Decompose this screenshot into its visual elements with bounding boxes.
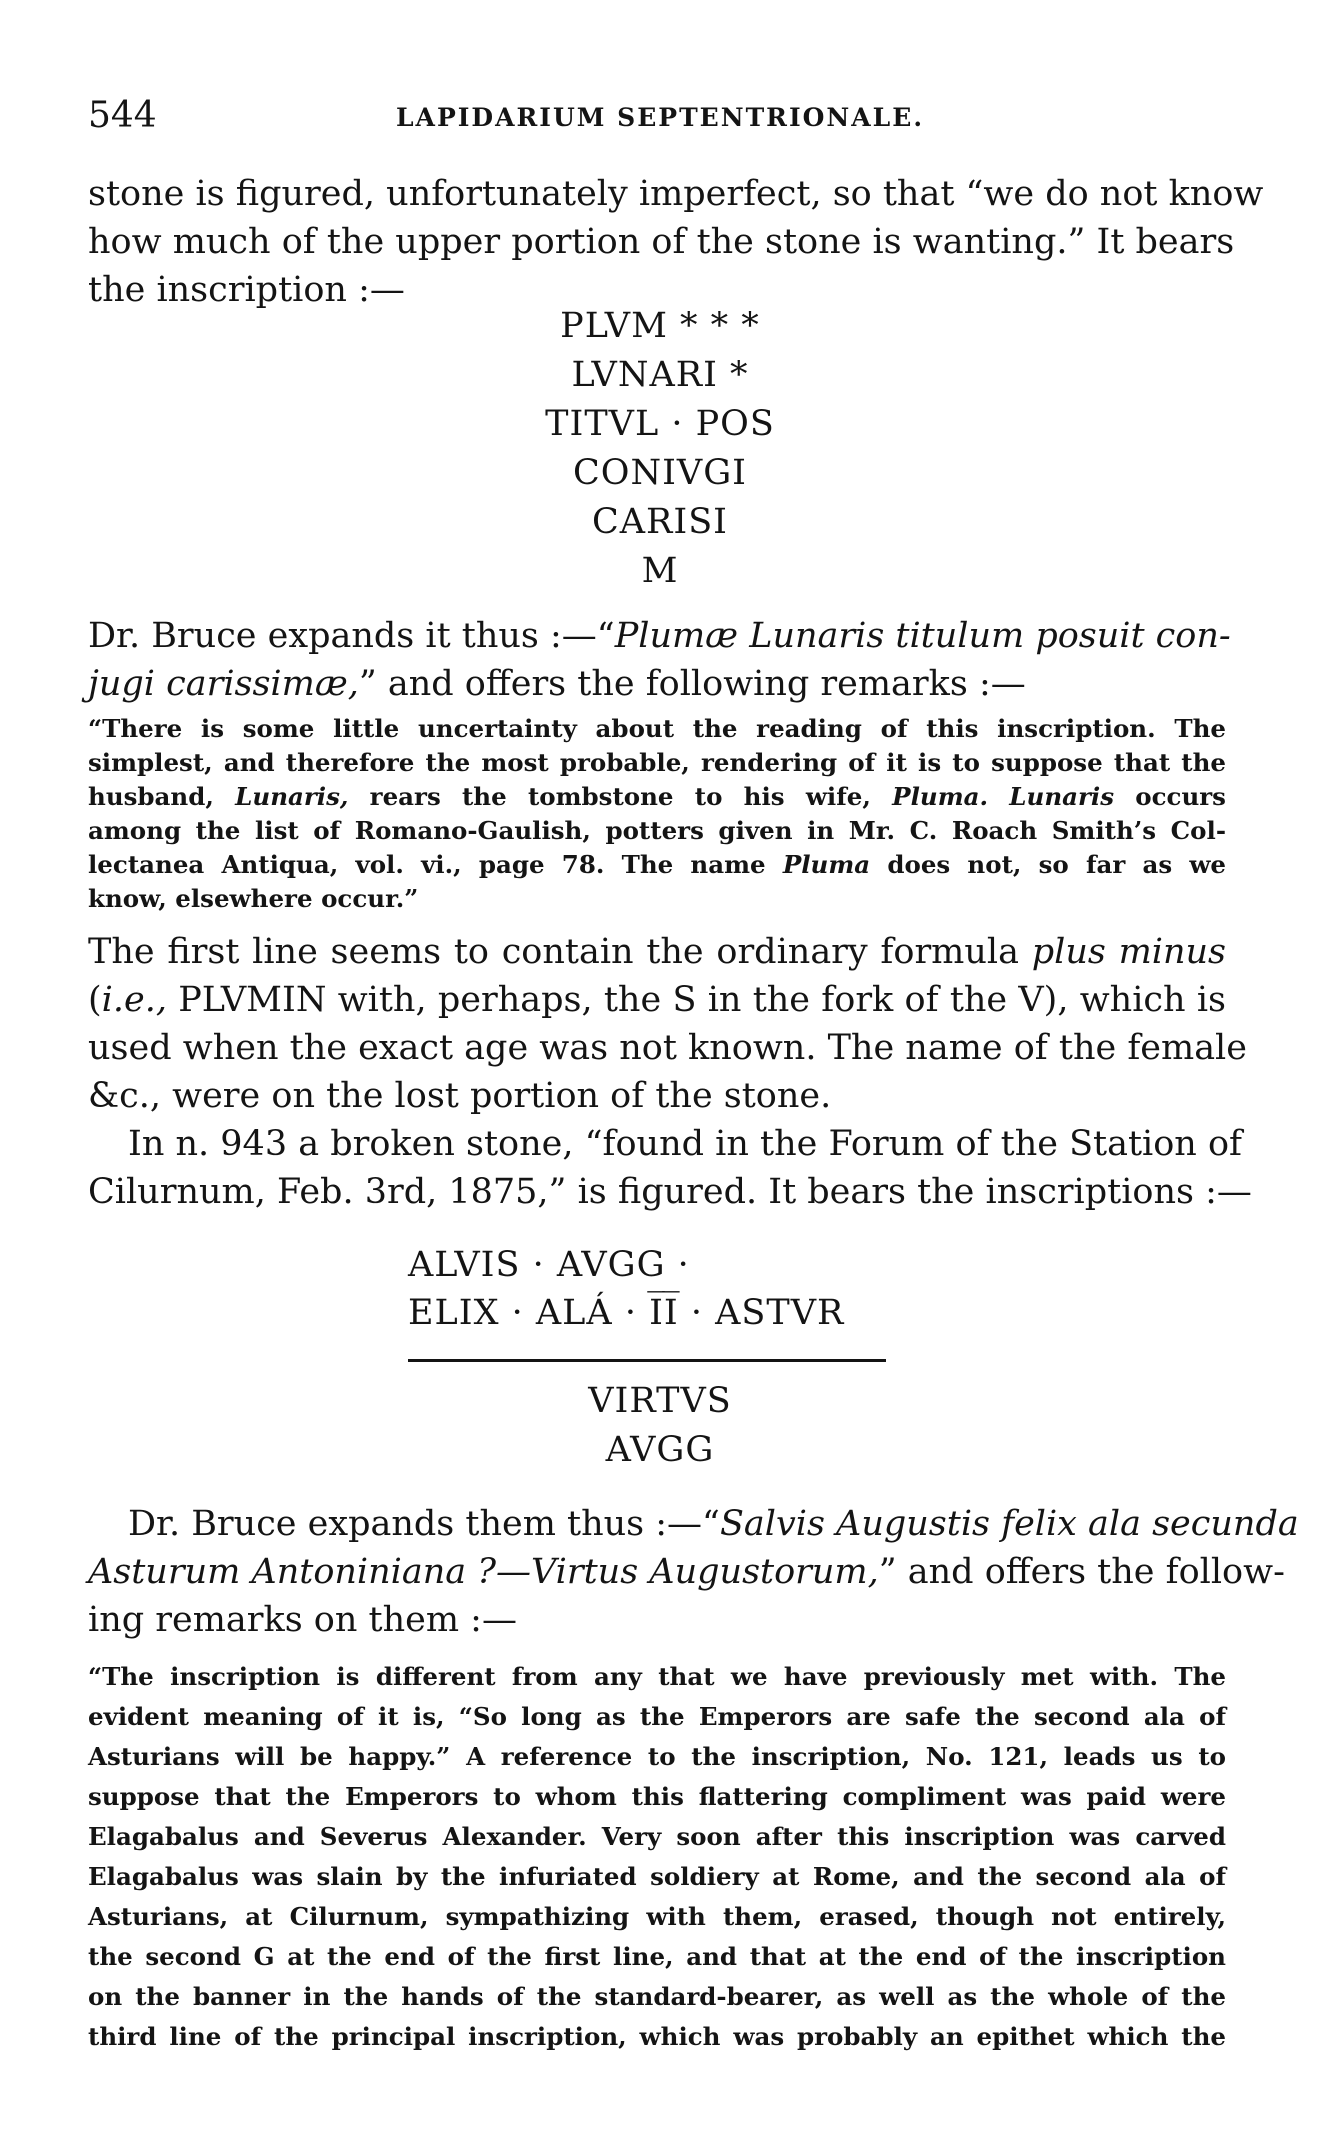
paragraph-line: stone is figured, unfortunately imperfect, so that “we do not know (88, 174, 1264, 214)
text-run: occurs (1135, 782, 1226, 811)
text-run: The first line seems to contain the ordinary formula (88, 932, 1019, 972)
paragraph-line (88, 1550, 1285, 1594)
text-run: ” and offers the follow- (878, 1552, 1285, 1592)
italic-run: Pluma. (892, 782, 989, 811)
italic-run: Lunaris, (235, 782, 349, 811)
quote-line (88, 780, 1226, 814)
quote-line: Asturians, at Cilurnum, sympathizing with them, erased, though not entirely, (88, 1902, 1226, 1931)
quote-line: know, elsewhere occur.” (88, 884, 419, 913)
text-run: lectanea Antiqua, vol. vi., page 78. The name (88, 850, 766, 879)
paragraph-line: In n. 943 a broken stone, “found in the Forum of the Station of (128, 1124, 1243, 1164)
paragraph-line: the inscription :— (88, 270, 405, 310)
inscription-line: ALVIS · AVGG · (408, 1245, 690, 1285)
italic-run: Pluma (782, 850, 871, 879)
text-run: Dr. Bruce expands it thus :—“ (88, 616, 615, 656)
quote-line (88, 848, 1226, 882)
inscription-line: CONIVGI (573, 453, 747, 493)
text-run: Dr. Bruce expands them thus :—“ (128, 1504, 720, 1544)
paragraph-line (88, 614, 1231, 658)
inscription-line: ELIX · ALÁ · I̅I̅ · ASTVR (408, 1293, 845, 1333)
inscription-line: TITVL · POS (545, 404, 775, 444)
running-title: LAPIDARIUM SEPTENTRIONALE. (395, 103, 925, 132)
quote-line: suppose that the Emperors to whom this flattering compliment was paid were (88, 1782, 1226, 1811)
italic-run: Lunaris (1009, 782, 1115, 811)
paragraph-line (88, 662, 1226, 706)
inscription-line: AVGG (605, 1430, 715, 1470)
italic-run: Plumæ Lunaris titulum posuit con- (614, 616, 1231, 656)
quote-line: on the banner in the hands of the standard-bearer, as well as the whole of the (88, 1982, 1226, 2011)
inscription-line: PLVM * * * (560, 306, 760, 346)
text-run: ( (88, 980, 102, 1020)
quote-line: Elagabalus was slain by the infuriated soldiery at Rome, and the second ala of (88, 1862, 1226, 1891)
italic-run: i.e., (101, 980, 167, 1020)
quote-line: among the list of Romano-Gaulish, potters given in Mr. C. Roach Smith’s Col- (88, 816, 1226, 845)
inscription-line: CARISI (591, 502, 729, 542)
inscription-line: M (641, 551, 679, 591)
quote-line: third line of the principal inscription, which was probably an epithet which the (88, 2022, 1226, 2051)
paragraph-line: &c., were on the lost portion of the stone. (88, 1076, 832, 1116)
quote-line: “The inscription is different from any that we have previously met with. The (88, 1662, 1226, 1691)
italic-run: Salvis Augustis felix ala secunda (719, 1504, 1299, 1544)
quote-line: the second G at the end of the first line, and that at the end of the inscription (88, 1942, 1226, 1971)
paragraph-line (128, 1502, 1299, 1546)
paragraph-line: Cilurnum, Feb. 3rd, 1875,” is figured. It bears the inscriptions :— (88, 1172, 1252, 1212)
text-run: rears the tombstone to his wife, (369, 782, 871, 811)
quote-line: Elagabalus and Severus Alexander. Very soon after this inscription was carved (88, 1822, 1226, 1851)
quote-line: simplest, and therefore the most probable, rendering of it is to suppose that the (88, 748, 1226, 777)
text-run: husband, (88, 782, 214, 811)
page-number: 544 (88, 95, 157, 136)
quote-line: Asturians will be happy.” A reference to the inscription, No. 121, leads us to (88, 1742, 1226, 1771)
inscription-line: LVNARI * (571, 355, 749, 395)
quote-line: “There is some little uncertainty about the reading of this inscription. The (88, 714, 1226, 743)
text-run: PLVMIN with, perhaps, the S in the fork of the V), which is (178, 980, 1226, 1020)
paragraph-line (88, 930, 1226, 974)
quote-line: evident meaning of it is, “So long as the Emperors are safe the second ala of (88, 1702, 1226, 1731)
paragraph-line: ing remarks on them :— (88, 1600, 517, 1640)
italic-run: plus minus (1031, 932, 1226, 972)
text-run: does not, so far as we (887, 850, 1226, 879)
italic-run: jugi carissimæ, (88, 664, 359, 704)
paragraph-line: used when the exact age was not known. The name of the female (88, 1028, 1247, 1068)
divider-rule (408, 1359, 886, 1362)
paragraph-line: how much of the upper portion of the stone is wanting.” It bears (88, 222, 1235, 262)
italic-run: Asturum Antoniniana ?—Virtus Augustorum, (88, 1552, 879, 1592)
paragraph-line (88, 978, 1226, 1022)
inscription-line: VIRTVS (588, 1381, 732, 1421)
text-run: ” and offers the following remarks :— (358, 664, 1026, 704)
